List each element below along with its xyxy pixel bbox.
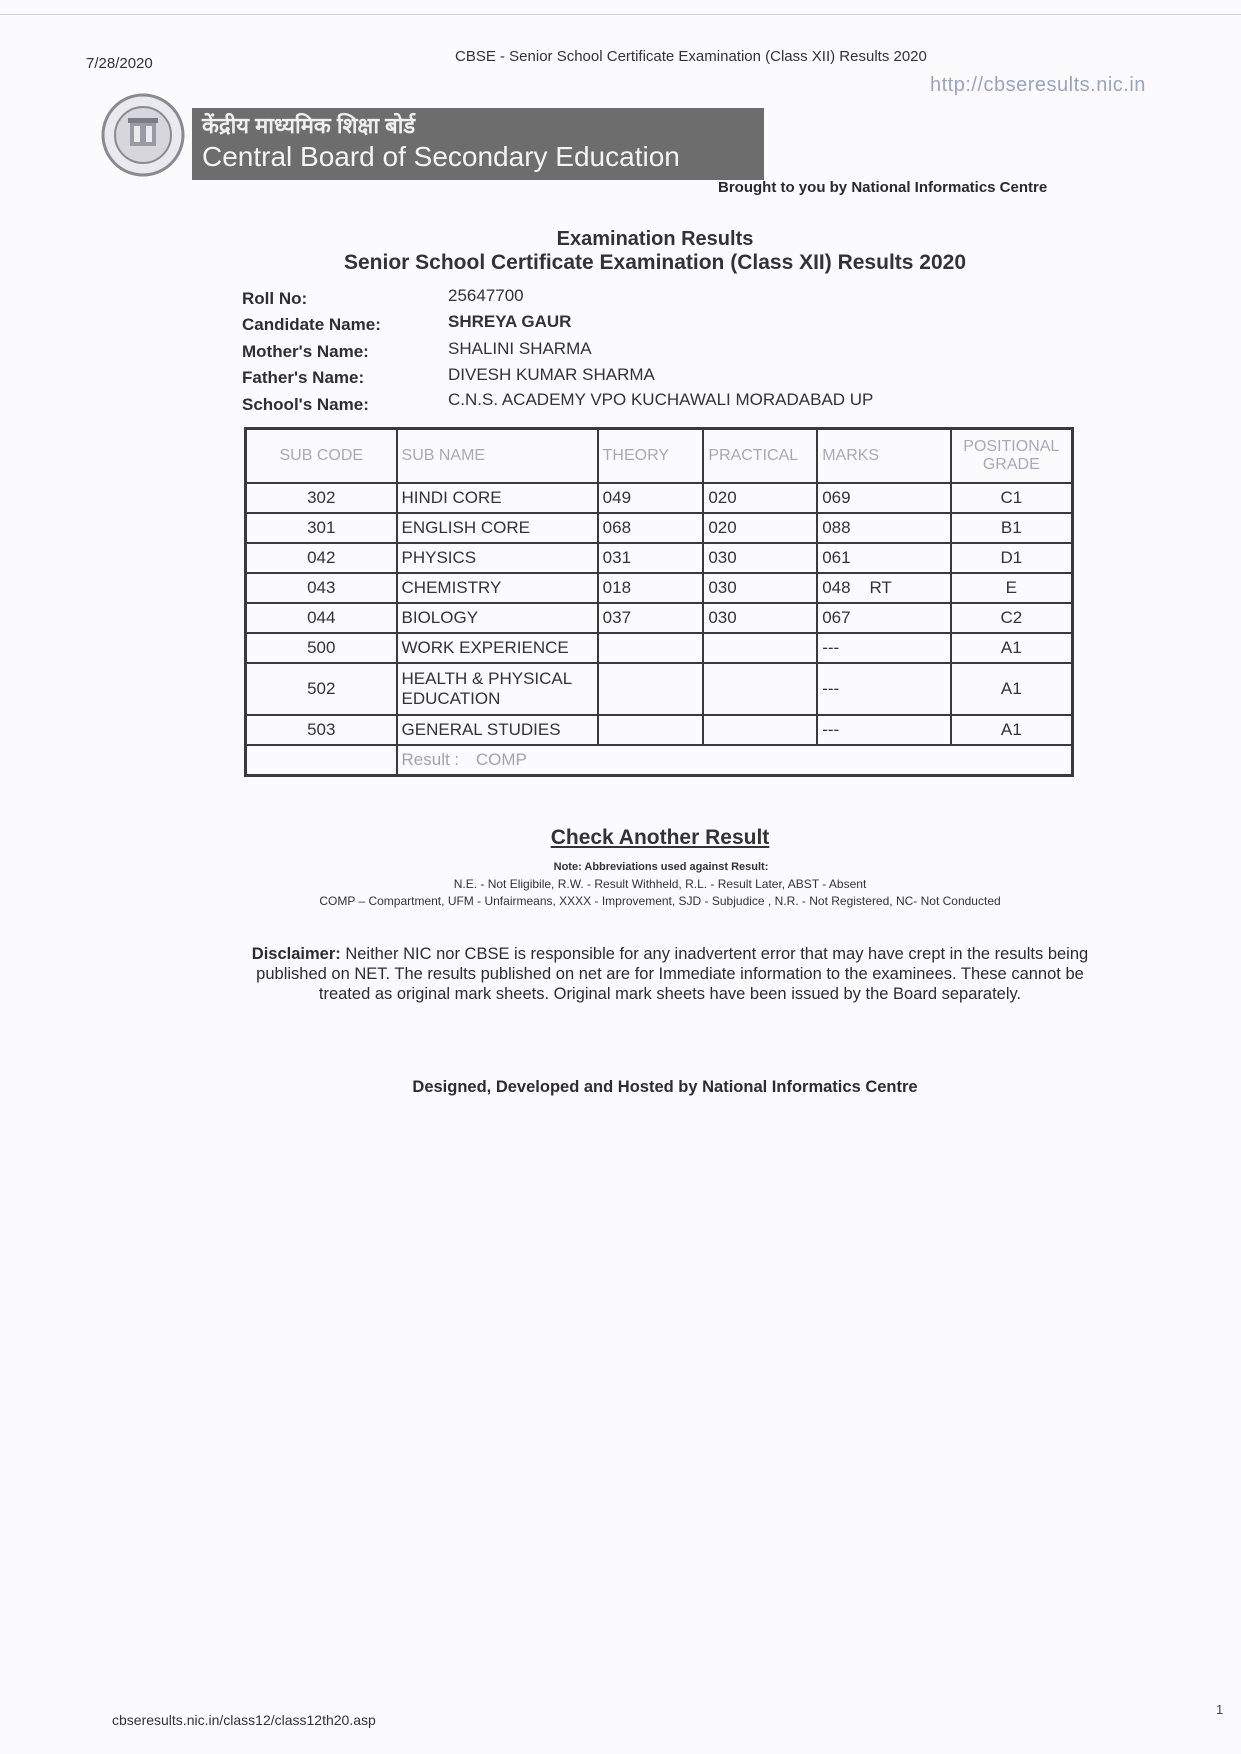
- cell-name: PHYSICS: [397, 543, 598, 573]
- cell-practical: [703, 663, 817, 715]
- cell-theory: [598, 715, 704, 745]
- cell-grade: D1: [951, 543, 1073, 573]
- cell-name: HEALTH & PHYSICAL EDUCATION: [397, 663, 598, 715]
- header-sub-name: SUB NAME: [397, 429, 598, 484]
- header-sub-code: SUB CODE: [246, 429, 397, 484]
- header-theory: THEORY: [598, 429, 704, 484]
- cell-code: 503: [246, 715, 397, 745]
- footer-page-url: cbseresults.nic.in/class12/class12th20.asp: [112, 1712, 376, 1728]
- header-grade-line1: POSITIONAL: [963, 438, 1060, 455]
- cell-theory: [598, 633, 704, 663]
- header-marks: MARKS: [817, 429, 950, 484]
- print-title: CBSE - Senior School Certificate Examination (Class XII) Results 2020: [455, 48, 927, 65]
- note-line-2: COMP – Compartment, UFM - Unfairmeans, XXXX - Improvement, SJD - Subjudice , N.R. - Not Registered, NC- Not Conducted: [319, 894, 1001, 908]
- cell-theory: 018: [598, 573, 704, 603]
- disclaimer-label: Disclaimer:: [251, 945, 341, 963]
- check-another-result-link[interactable]: Check Another Result: [550, 826, 770, 849]
- cell-grade: A1: [951, 633, 1073, 663]
- table-row: [246, 483, 1073, 513]
- cell-name: ENGLISH CORE: [397, 513, 598, 543]
- note-line-1: N.E. - Not Eligibile, R.W. - Result Withheld, R.L. - Result Later, ABST - Absent: [453, 877, 867, 891]
- table-row: [246, 603, 1073, 633]
- cell-practical: 030: [703, 573, 817, 603]
- cell-practical: 030: [703, 543, 817, 573]
- note-title: Note: Abbreviations used against Result:: [553, 861, 769, 873]
- table-row: [246, 513, 1073, 543]
- disclaimer-text: Neither NIC nor CBSE is responsible for any inadvertent error that may have crept in the results being published on NET. The results published on net are for Immediate information to the examinees. These cannot be treated as original mark sheets. Original mark sheets have been issued by the Board separately.: [256, 945, 1089, 1003]
- cell-grade: C1: [951, 483, 1073, 513]
- result-label: Result :: [401, 750, 460, 769]
- cell-marks: 048 RT: [817, 573, 950, 603]
- roll-value: 25647700: [448, 286, 524, 305]
- cell-marks: 067: [817, 603, 950, 633]
- cell-marks: ---: [817, 715, 950, 745]
- table-header-row: [246, 429, 1073, 484]
- cell-grade: B1: [951, 513, 1073, 543]
- father-name-label: Father's Name:: [242, 368, 365, 387]
- cell-theory: 068: [598, 513, 704, 543]
- cell-theory: 037: [598, 603, 704, 633]
- cell-grade: E: [951, 573, 1073, 603]
- header-grade-line2: GRADE: [982, 456, 1040, 473]
- cell-practical: 030: [703, 603, 817, 633]
- brought-by-text: Brought to you by National Informatics Centre: [718, 179, 1048, 196]
- cell-code: 044: [246, 603, 397, 633]
- cell-name: WORK EXPERIENCE: [397, 633, 598, 663]
- mother-name-value: SHALINI SHARMA: [448, 339, 592, 358]
- banner-english-title: Central Board of Secondary Education: [202, 141, 680, 172]
- cell-marks: ---: [817, 633, 950, 663]
- cell-code: 042: [246, 543, 397, 573]
- result-value: COMP: [475, 750, 527, 769]
- cell-code: 502: [246, 663, 397, 715]
- cell-code: 302: [246, 483, 397, 513]
- designed-by-text: Designed, Developed and Hosted by National Informatics Centre: [412, 1078, 918, 1096]
- cell-name: BIOLOGY: [397, 603, 598, 633]
- table-row: [246, 633, 1073, 663]
- disclaimer: [250, 944, 1090, 1004]
- cell-name: HINDI CORE: [397, 483, 598, 513]
- school-name-value: C.N.S. ACADEMY VPO KUCHAWALI MORADABAD UP: [448, 390, 874, 409]
- cell-marks: ---: [817, 663, 950, 715]
- exam-title: Examination Results: [556, 228, 754, 250]
- cell-theory: [598, 663, 704, 715]
- cell-theory: 049: [598, 483, 704, 513]
- result-cell: [397, 745, 1073, 776]
- banner-hindi-title: केंद्रीय माध्यमिक शिक्षा बोर्ड: [202, 113, 416, 138]
- school-name-label: School's Name:: [242, 395, 369, 414]
- cell-grade: C2: [951, 603, 1073, 633]
- cell-practical: 020: [703, 483, 817, 513]
- cell-code: 301: [246, 513, 397, 543]
- table-row: [246, 543, 1073, 573]
- cell-practical: [703, 633, 817, 663]
- result-row: [246, 745, 1073, 776]
- cell-practical: 020: [703, 513, 817, 543]
- cbse-emblem-icon: [100, 92, 186, 178]
- table-row: [246, 573, 1073, 603]
- cbse-banner: [192, 108, 764, 180]
- page-number: 1: [1216, 1702, 1224, 1717]
- table-row: [246, 715, 1073, 745]
- cell-name: GENERAL STUDIES: [397, 715, 598, 745]
- cell-grade: A1: [951, 663, 1073, 715]
- cell-practical: [703, 715, 817, 745]
- result-empty-cell: [246, 745, 397, 776]
- cell-code: 500: [246, 633, 397, 663]
- cell-code: 043: [246, 573, 397, 603]
- results-table: [244, 427, 1074, 777]
- cell-grade: A1: [951, 715, 1073, 745]
- header-practical: PRACTICAL: [703, 429, 817, 484]
- roll-label: Roll No:: [242, 289, 308, 308]
- cell-marks: 069: [817, 483, 950, 513]
- top-divider: [0, 14, 1241, 15]
- candidate-name-label: Candidate Name:: [242, 315, 381, 334]
- mother-name-label: Mother's Name:: [242, 342, 369, 361]
- cell-marks: 061: [817, 543, 950, 573]
- print-date: 7/28/2020: [86, 55, 153, 72]
- cell-name: CHEMISTRY: [397, 573, 598, 603]
- cell-marks: 088: [817, 513, 950, 543]
- exam-subtitle: Senior School Certificate Examination (Class XII) Results 2020: [343, 251, 967, 274]
- header-positional-grade: [951, 429, 1073, 484]
- candidate-name-value: SHREYA GAUR: [448, 312, 572, 331]
- table-row: [246, 663, 1073, 715]
- cell-theory: 031: [598, 543, 704, 573]
- father-name-value: DIVESH KUMAR SHARMA: [448, 365, 655, 384]
- site-url-link[interactable]: http://cbseresults.nic.in: [930, 74, 1146, 96]
